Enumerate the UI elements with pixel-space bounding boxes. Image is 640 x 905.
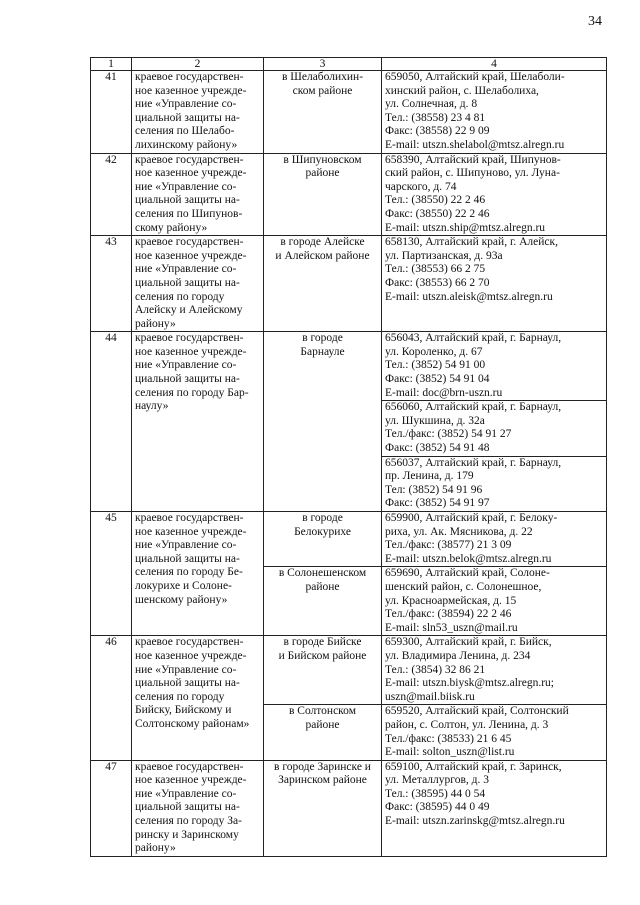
contact-line: Тел./факс: (38533) 21 6 45 [385, 732, 512, 745]
row-number: 43 [91, 236, 132, 332]
page-number: 34 [588, 14, 602, 29]
text-line: и Алейском районе [275, 249, 370, 262]
contact-line: пр. Ленина, д. 179 [385, 470, 474, 483]
text-line: ние «Управление со- [135, 787, 237, 800]
text-line: району» [135, 317, 176, 330]
text-line: селения по городу [135, 290, 225, 303]
contact-line: 658390, Алтайский край, Шипунов- [385, 153, 561, 166]
contact-line: 656060, Алтайский край, г. Барнаул, [385, 401, 562, 414]
text-line: селения по городу Бе- [135, 566, 243, 579]
row-number: 42 [91, 153, 132, 236]
contact-details [382, 760, 607, 856]
contact-line: чарского, д. 74 [385, 180, 457, 193]
column-header: 4 [382, 58, 607, 71]
contact-line: риха, ул. Ак. Мясникова, д. 22 [385, 525, 533, 538]
text-line: ние «Управление со- [135, 98, 237, 111]
text-line: лихинскому району» [135, 138, 238, 151]
text-line: ное казенное учрежде- [135, 167, 247, 180]
text-line: районе [305, 718, 340, 731]
text-line: в Солтонском [288, 705, 356, 718]
row-number: 41 [91, 71, 132, 154]
contact-line: ул. Красноармейская, д. 15 [385, 594, 517, 607]
text-line: ние «Управление со- [135, 263, 237, 276]
text-line: и Бийском районе [278, 649, 367, 662]
contact-line: 656043, Алтайский край, г. Барнаул, [385, 332, 562, 345]
text-line: локурихе и Солоне- [135, 579, 232, 592]
text-line: ное казенное учрежде- [135, 84, 247, 97]
contact-details [382, 236, 607, 332]
text-line: в городе [302, 332, 343, 345]
contact-line: Факс: (38595) 44 0 49 [385, 801, 490, 814]
table-row [91, 332, 607, 401]
contact-line: Факс: (38553) 66 2 70 [385, 276, 490, 289]
contact-line: 659050, Алтайский край, Шелаболи- [385, 71, 565, 83]
contact-line: Тел.: (38558) 23 4 81 [385, 111, 486, 124]
contact-line: ул. Владимира Ленина, д. 234 [385, 649, 531, 662]
text-line: циальной защиты на- [135, 552, 240, 565]
text-line: в городе [302, 512, 343, 524]
contact-line: Тел.: (38550) 22 2 46 [385, 194, 486, 207]
contact-line: 659520, Алтайский край, Солтонский [385, 705, 569, 718]
text-line: ние «Управление со- [135, 359, 237, 372]
contact-line: шенский район, с. Солонешное, [385, 580, 542, 593]
text-line: районе [305, 167, 340, 180]
table-row [91, 512, 607, 567]
text-line: краевое государствен- [135, 236, 244, 249]
text-line: Барнауле [300, 345, 345, 358]
text-line: краевое государствен- [135, 760, 244, 773]
contact-line: район, с. Солтон, ул. Ленина, д. 3 [385, 718, 549, 731]
organization-name [132, 153, 264, 236]
text-line: циальной защиты на- [135, 111, 240, 124]
text-line: ринску и Заринскому [135, 828, 239, 841]
contact-line: uszn@mail.biisk.ru [385, 690, 475, 703]
text-line: циальной защиты на- [135, 194, 240, 207]
text-line: ное казенное учрежде- [135, 249, 247, 262]
contact-line: 658130, Алтайский край, г. Алейск, [385, 236, 558, 249]
branch-location [264, 512, 382, 567]
text-line: краевое государствен- [135, 512, 244, 524]
contact-line: E-mail: utszn.aleisk@mtsz.alregn.ru [385, 290, 553, 303]
contact-line: ул. Шукшина, д. 32а [385, 414, 485, 427]
contact-line: ул. Партизанская, д. 93а [385, 249, 503, 262]
text-line: районе [305, 580, 340, 593]
text-line: селения по городу [135, 690, 225, 703]
branch-location [264, 760, 382, 856]
contact-details [382, 456, 607, 511]
contact-line: 656037, Алтайский край, г. Барнаул, [385, 456, 562, 469]
column-header: 1 [91, 58, 132, 71]
text-line: циальной защиты на- [135, 373, 240, 386]
organization-name [132, 71, 264, 154]
contact-line: E-mail: utszn.biysk@mtsz.alregn.ru; [385, 677, 555, 690]
contact-line: хинский район, с. Шелаболиха, [385, 84, 539, 97]
contact-line: E-mail: utszn.zarinskg@mtsz.alregn.ru [385, 815, 565, 828]
table-row [91, 153, 607, 236]
text-line: в Шелаболихин- [281, 71, 364, 83]
column-header: 2 [132, 58, 264, 71]
text-line: селения по городу За- [135, 815, 242, 828]
contact-line: Факс: (3852) 54 91 97 [385, 497, 490, 510]
text-line: краевое государствен- [135, 153, 244, 166]
text-line: селения по Шипунов- [135, 207, 243, 220]
text-line: Заринском районе [278, 774, 367, 787]
column-header: 3 [264, 58, 382, 71]
contact-line: Тел.: (3854) 32 86 21 [385, 663, 486, 676]
text-line: циальной защиты на- [135, 801, 240, 814]
text-line: в городе Заринске и [274, 760, 371, 773]
branch-location [264, 153, 382, 236]
branch-location [264, 71, 382, 154]
text-line: в Шипуновском [283, 153, 362, 166]
text-line: краевое государствен- [135, 332, 244, 345]
contact-line: E-mail: doc@brn-uszn.ru [385, 386, 503, 399]
text-line: району» [135, 842, 176, 855]
contact-line: 659690, Алтайский край, Солоне- [385, 567, 550, 580]
contact-details [382, 705, 607, 760]
institutions-table [90, 57, 607, 857]
text-line: Алейску и Алейскому [135, 304, 243, 317]
contact-details [382, 332, 607, 401]
row-number: 47 [91, 760, 132, 856]
organization-name [132, 760, 264, 856]
text-line: ние «Управление со- [135, 539, 237, 552]
text-line: ное казенное учрежде- [135, 345, 247, 358]
branch-location [264, 636, 382, 705]
text-line: Бийску, Бийскому и [135, 704, 232, 717]
contact-details [382, 71, 607, 154]
contact-details [382, 567, 607, 636]
organization-name [132, 332, 264, 512]
text-line: краевое государствен- [135, 636, 244, 649]
contact-line: 659100, Алтайский край, г. Заринск, [385, 760, 562, 773]
contact-line: Тел.: (38553) 66 2 75 [385, 263, 486, 276]
text-line: ное казенное учрежде- [135, 525, 247, 538]
contact-details [382, 401, 607, 456]
text-line: ском районе [292, 84, 353, 97]
text-line: ние «Управление со- [135, 180, 237, 193]
contact-line: Тел./факс: (38577) 21 3 09 [385, 539, 512, 552]
text-line: в городе Алейске [280, 236, 365, 249]
branch-location [264, 332, 382, 512]
contact-line: Тел./факс: (38594) 22 2 46 [385, 608, 512, 621]
contact-line: Факс: (3852) 54 91 04 [385, 373, 490, 386]
contact-line: 659300, Алтайский край, г. Бийск, [385, 636, 552, 649]
contact-line: E-mail: solton_uszn@list.ru [385, 746, 515, 759]
text-line: в городе Бийске [283, 636, 362, 649]
contact-line: ул. Солнечная, д. 8 [385, 98, 478, 111]
text-line: циальной защиты на- [135, 677, 240, 690]
table-row [91, 760, 607, 856]
row-number: 46 [91, 636, 132, 760]
text-line: ное казенное учрежде- [135, 774, 247, 787]
text-line: в Солонешенском [278, 567, 367, 580]
table-row [91, 636, 607, 705]
contact-line: Тел./факс: (3852) 54 91 27 [385, 428, 512, 441]
contact-details [382, 153, 607, 236]
contact-line: E-mail: sln53_uszn@mail.ru [385, 621, 518, 634]
contact-line: E-mail: utszn.ship@mtsz.alregn.ru [385, 221, 546, 234]
text-line: ное казенное учрежде- [135, 649, 247, 662]
text-line: шенскому району» [135, 593, 228, 606]
organization-name [132, 236, 264, 332]
branch-location [264, 236, 382, 332]
text-line: циальной защиты на- [135, 276, 240, 289]
contact-line: ул. Короленко, д. 67 [385, 345, 483, 358]
contact-line: E-mail: utszn.belok@mtsz.alregn.ru [385, 552, 552, 565]
row-number: 45 [91, 512, 132, 636]
text-line: ние «Управление со- [135, 663, 237, 676]
organization-name [132, 636, 264, 760]
contact-line: Тел.: (3852) 54 91 00 [385, 359, 486, 372]
branch-location [264, 567, 382, 636]
text-line: скому району» [135, 221, 208, 234]
contact-line: Тел.: (38595) 44 0 54 [385, 787, 486, 800]
text-line: Белокурихе [294, 525, 351, 538]
table-header-row [91, 58, 607, 71]
organization-name [132, 512, 264, 636]
contact-line: Тел: (3852) 54 91 96 [385, 483, 483, 496]
contact-line: ул. Металлургов, д. 3 [385, 774, 489, 787]
table-row [91, 236, 607, 332]
contact-details [382, 636, 607, 705]
contact-line: Факс: (3852) 54 91 48 [385, 442, 490, 455]
branch-location [264, 705, 382, 760]
text-line: селения по городу Бар- [135, 386, 249, 399]
contact-details [382, 512, 607, 567]
text-line: наулу» [135, 400, 169, 413]
contact-line: Факс: (38550) 22 2 46 [385, 207, 490, 220]
contact-line: E-mail: utszn.shelabol@mtsz.alregn.ru [385, 138, 565, 151]
text-line: краевое государствен- [135, 71, 244, 83]
contact-line: 659900, Алтайский край, г. Белоку- [385, 512, 558, 524]
text-line: селения по Шелабо- [135, 125, 235, 138]
row-number: 44 [91, 332, 132, 512]
text-line: Солтонскому районам» [135, 717, 250, 730]
contact-line: ский район, с. Шипуново, ул. Луна- [385, 167, 560, 180]
table-row [91, 71, 607, 154]
contact-line: Факс: (38558) 22 9 09 [385, 125, 490, 138]
